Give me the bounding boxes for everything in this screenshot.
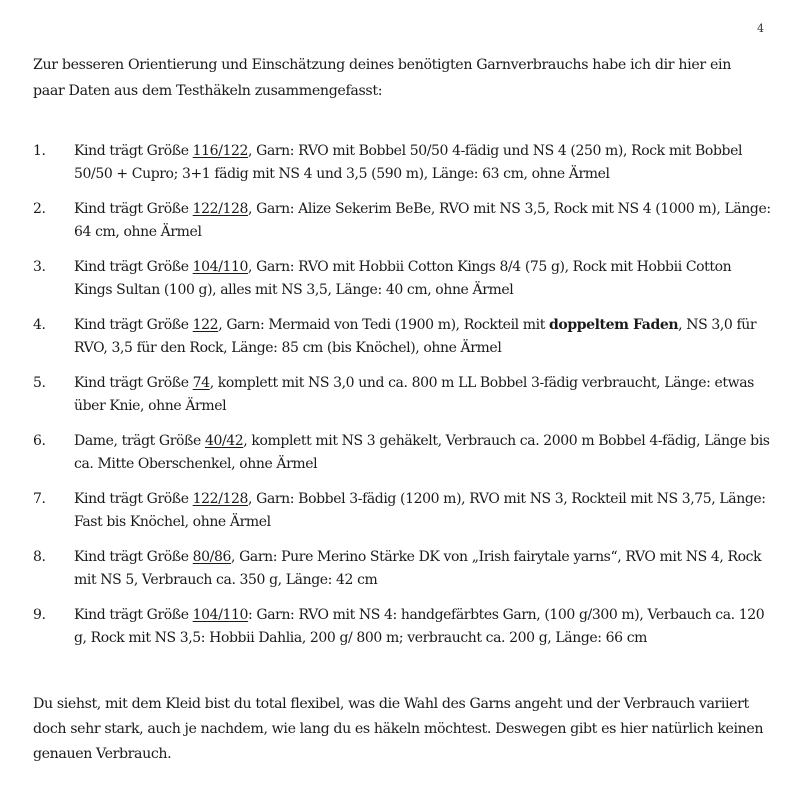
garn-label: Garn: [256,607,295,623]
list-number: 2. [33,201,46,217]
item-details-cont: , NS 3,0 für RVO, 3,5 für den Rock, Länge: 85 cm (bis Knöchel), ohne Ärmel [74,317,757,356]
list-item [33,140,773,186]
item-details: RVO mit NS 4: handgefärbtes Garn, (100 g/300 m), Verbauch ca. 120 g, Rock mit NS 3,5: Hobbii Dahlia, 200 g/ 800 m; verbraucht ca. 200 g, Länge: 66 cm [74,607,765,646]
garn-label: Garn: [256,143,295,159]
size-label: 80/86 [192,549,232,565]
list-number: 9. [33,607,46,623]
list-item [33,488,773,534]
list-number: 1. [33,143,46,159]
garn-label: Garn: [256,491,295,507]
item-details: Alize Sekerim BeBe, RVO mit NS 3,5, Rock mit NS 4 (1000 m), Länge: 64 cm, ohne Ärmel [74,201,771,240]
separator: , [231,549,240,565]
size-label: 122 [192,317,219,333]
item-prefix: Kind trägt Größe [74,143,193,159]
emphasis-text: doppeltem Faden [549,317,679,333]
list-number: 4. [33,317,46,333]
garn-label: Garn: [256,201,295,217]
separator: , [248,201,257,217]
size-label: 116/122 [192,143,249,159]
outro-paragraph: Du siehst, mit dem Kleid bist du total flexibel, was die Wahl des Garns angeht und der Verbrauch variiert doch sehr stark, auch je nachdem, wie lang du es häkeln möchtest. Deswegen gibt es hier natürlich keinen genauen Verbrauch. [33,696,764,762]
separator: , [248,491,257,507]
item-prefix: Dame, trägt Größe [74,433,205,449]
list-item [33,546,773,592]
list-item [33,256,773,302]
size-label: 122/128 [192,201,249,217]
size-label: 122/128 [192,491,249,507]
separator: , [248,259,257,275]
list-number: 8. [33,549,46,565]
list-number: 3. [33,259,46,275]
separator: , [248,143,257,159]
list-number: 6. [33,433,46,449]
item-prefix: Kind trägt Größe [74,607,193,623]
item-details: RVO mit Bobbel 50/50 4-fädig und NS 4 (250 m), Rock mit Bobbel 50/50 + Cupro; 3+1 fädig mit NS 4 und 3,5 (590 m), Länge: 63 cm, ohne Ärmel [74,143,743,182]
item-prefix: Kind trägt Größe [74,491,193,507]
item-prefix: Kind trägt Größe [74,375,193,391]
list-number: 5. [33,375,46,391]
item-details: , komplett mit NS 3,0 und ca. 800 m LL Bobbel 3-fädig verbraucht, Länge: etwas über Knie, ohne Ärmel [74,375,754,414]
list-item [33,604,773,650]
list-number: 7. [33,491,46,507]
separator: , [218,317,227,333]
item-prefix: Kind trägt Größe [74,317,193,333]
size-label: 74 [192,375,210,391]
list-item [33,198,773,244]
size-label: 104/110 [192,259,249,275]
item-details: Mermaid von Tedi (1900 m), Rockteil mit [264,317,550,333]
item-prefix: Kind trägt Größe [74,201,193,217]
size-label: 104/110 [192,607,249,623]
intro-paragraph: Zur besseren Orientierung und Einschätzung deines benötigten Garnverbrauchs habe ich dir hier ein paar Daten aus dem Testhäkeln zusammengefasst: [33,57,731,99]
page-number: 4 [757,22,764,35]
item-details: RVO mit Hobbii Cotton Kings 8/4 (75 g), Rock mit Hobbii Cotton Kings Sultan (100 g), alles mit NS 3,5, Länge: 40 cm, ohne Ärmel [74,259,732,298]
list-item [33,372,773,418]
item-details: Pure Merino Stärke DK von „Irish fairytale yarns“, RVO mit NS 4, Rock mit NS 5, Verbrauch ca. 350 g, Länge: 42 cm [74,549,762,588]
item-details: , komplett mit NS 3 gehäkelt, Verbrauch ca. 2000 m Bobbel 4-fädig, Länge bis ca. Mitte Oberschenkel, ohne Ärmel [74,433,770,472]
list-item [33,430,773,476]
garn-label: Garn: [226,317,265,333]
separator: : [248,607,257,623]
item-details: Bobbel 3-fädig (1200 m), RVO mit NS 3, Rockteil mit NS 3,75, Länge: Fast bis Knöchel, ohne Ärmel [74,491,766,530]
test-crochet-list [33,140,773,662]
garn-label: Garn: [239,549,278,565]
list-item [33,314,773,360]
size-label: 40/42 [204,433,244,449]
garn-label: Garn: [256,259,295,275]
item-prefix: Kind trägt Größe [74,549,193,565]
item-prefix: Kind trägt Größe [74,259,193,275]
